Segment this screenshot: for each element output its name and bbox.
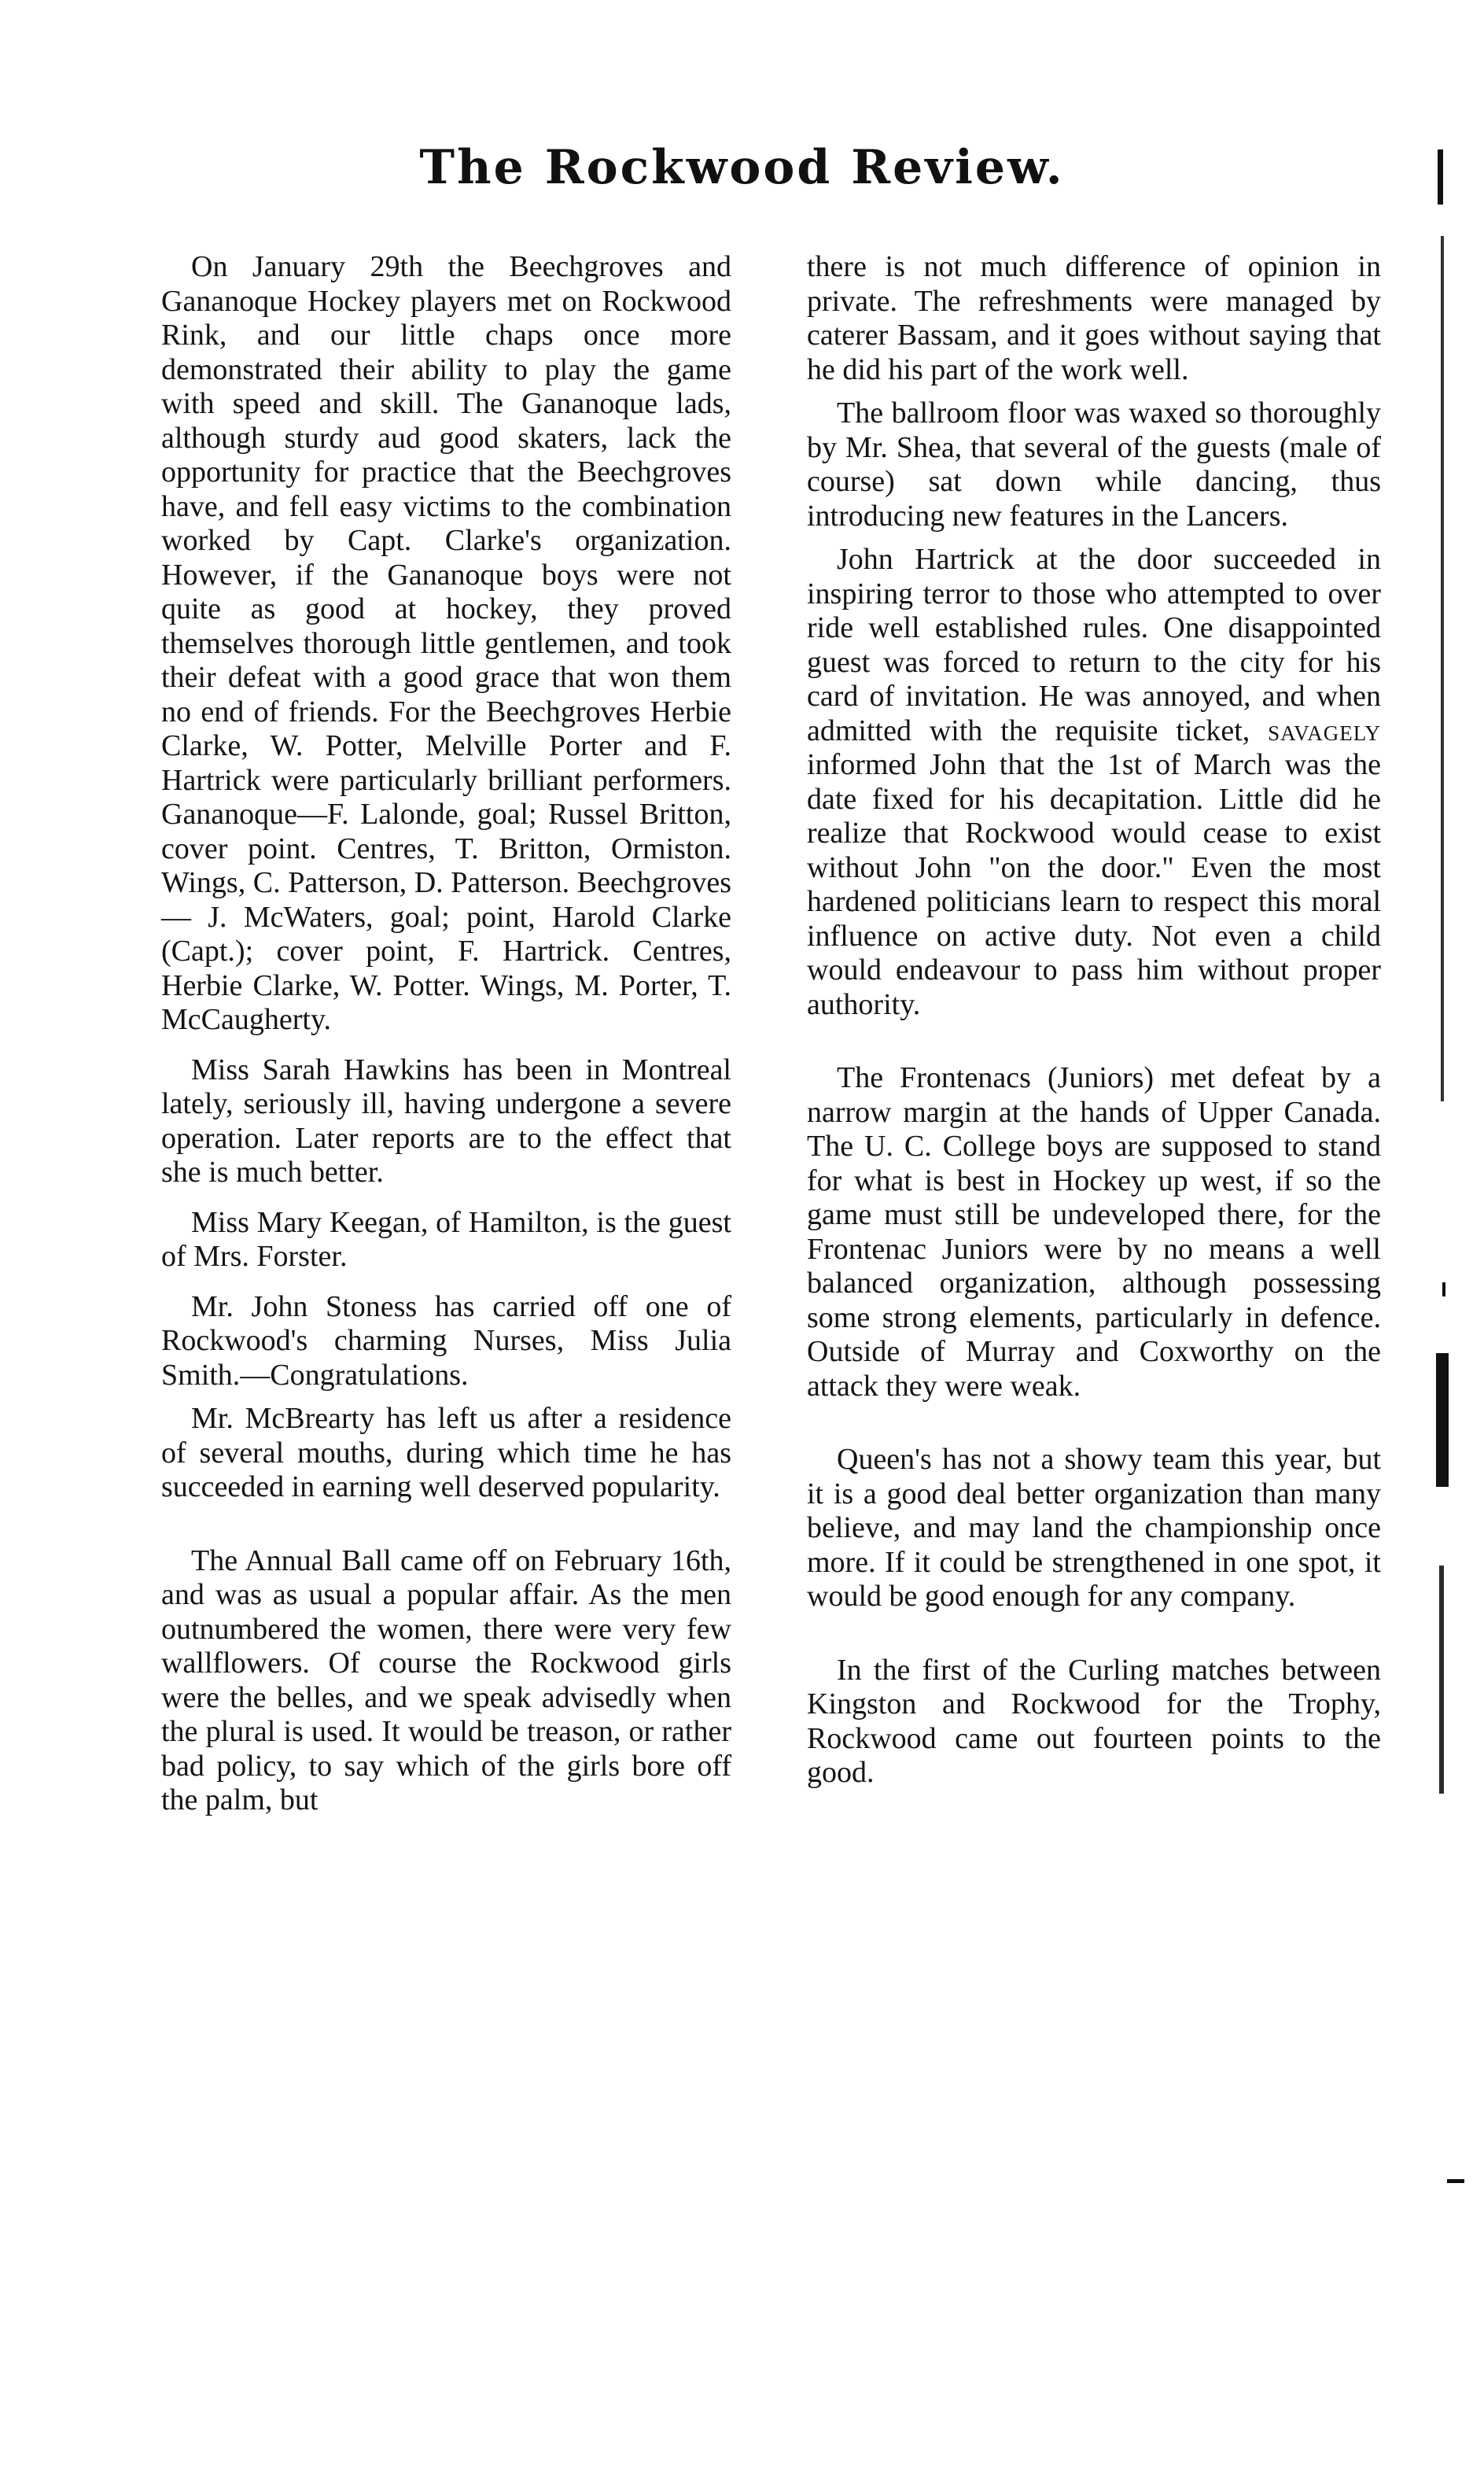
article-stoness: Mr. John Stoness has carried off one of Rockwood's charming Nurses, Miss Julia Smith.—Congratulations. xyxy=(161,1289,731,1392)
scan-edge-blot xyxy=(1436,1353,1449,1487)
article-mcbrearty: Mr. McBrearty has left us after a residence of several mouths, during which time he has succeeded in earning well deserved popularity. xyxy=(161,1402,731,1503)
scan-edge-line xyxy=(1441,236,1444,1101)
right-column xyxy=(807,250,1381,1791)
article-frontenacs: The Frontenacs (Juniors) met defeat by a narrow margin at the hands of Upper Canada. The U. C. College boys are supposed to stand for what is best in Hockey up west, if so the game must still be undeveloped there, for the Frontenac Juniors were by no means a well balanced organization, although possessing some strong elements, particularly in defence. Outside of Murray and Coxworthy on the attack they were weak. xyxy=(807,1061,1381,1403)
scan-edge-line-lower xyxy=(1439,1566,1444,1794)
article-ballroom: The ballroom floor was waxed so thoroughly by Mr. Shea, that several of the guests (male of course) sat down while dancing, thus introducing new features in the Lancers. xyxy=(807,396,1381,533)
article-hartrick xyxy=(807,543,1381,1022)
hartrick-text-2: informed John that the 1st of March was the date fixed for his decapitation. Little did he realize that Rockwood would cease to exist without John "on the door." Even the most hardened politicians learn to respect this moral influence on active duty. Not even a child would endeavour to pass him without proper authority. xyxy=(807,748,1381,1021)
article-curling: In the first of the Curling matches between Kingston and Rockwood for the Trophy, Rockwood came out fourteen points to the good. xyxy=(807,1653,1381,1789)
scan-edge-speck xyxy=(1442,1282,1445,1296)
hartrick-text-1: John Hartrick at the door succeeded in inspiring terror to those who attempted to over ride well established rules. One disappointed guest was forced to return to the city for his card of invitation. He was annoyed, and when admitted with the requisite ticket, xyxy=(807,543,1381,747)
left-column xyxy=(161,250,731,1818)
scan-edge-mark xyxy=(1438,149,1443,205)
article-ball-continued: there is not much difference of opinion in private. The refreshments were managed by caterer Bassam, and it goes without saying that he did his part of the work well. xyxy=(807,250,1381,386)
scan-edge-dash xyxy=(1447,2179,1464,2183)
article-hawkins: Miss Sarah Hawkins has been in Montreal lately, seriously ill, having undergone a severe operation. Later reports are to the effect that she is much better. xyxy=(161,1053,731,1189)
article-keegan: Miss Mary Keegan, of Hamilton, is the guest of Mrs. Forster. xyxy=(161,1205,731,1273)
article-queens: Queen's has not a showy team this year, but it is a good deal better organization than many believe, and may land the championship once more. If it could be strengthened in one spot, it would be good enough for any company. xyxy=(807,1443,1381,1613)
page-title: The Rockwood Review. xyxy=(419,140,1065,195)
article-hockey: On January 29th the Beechgroves and Gananoque Hockey players met on Rockwood Rink, and our little chaps once more demonstrated their ability to play the game with speed and skill. The Gananoque lads, although sturdy aud good skaters, lack the opportunity for practice that the Beechgroves have, and fell easy victims to the combination worked by Capt. Clarke's organization. However, if the Gananoque boys were not quite as good at hockey, they proved themselves thorough little gentlemen, and took their defeat with a good grace that won them no end of friends. For the Beechgroves Herbie Clarke, W. Potter, Melville Porter and F. Hartrick were particularly brilliant performers. Gananoque—F. Lalonde, goal; Russel Britton, cover point. Centres, T. Britton, Ormiston. Wings, C. Patterson, D. Patterson. Beechgroves — J. McWaters, goal; point, Harold Clarke (Capt.); cover point, F. Hartrick. Centres, Herbie Clarke, W. Potter. Wings, M. Porter, T. McCaugherty. xyxy=(161,250,731,1036)
article-ball: The Annual Ball came off on February 16th, and was as usual a popular affair. As the men outnumbered the women, there were very few wallflowers. Of course the Rockwood girls were the belles, and we speak advisedly when the plural is used. It would be treason, or rather bad policy, to say which of the girls bore off the palm, but xyxy=(161,1543,731,1816)
hartrick-savagely: savagely xyxy=(1268,714,1381,747)
